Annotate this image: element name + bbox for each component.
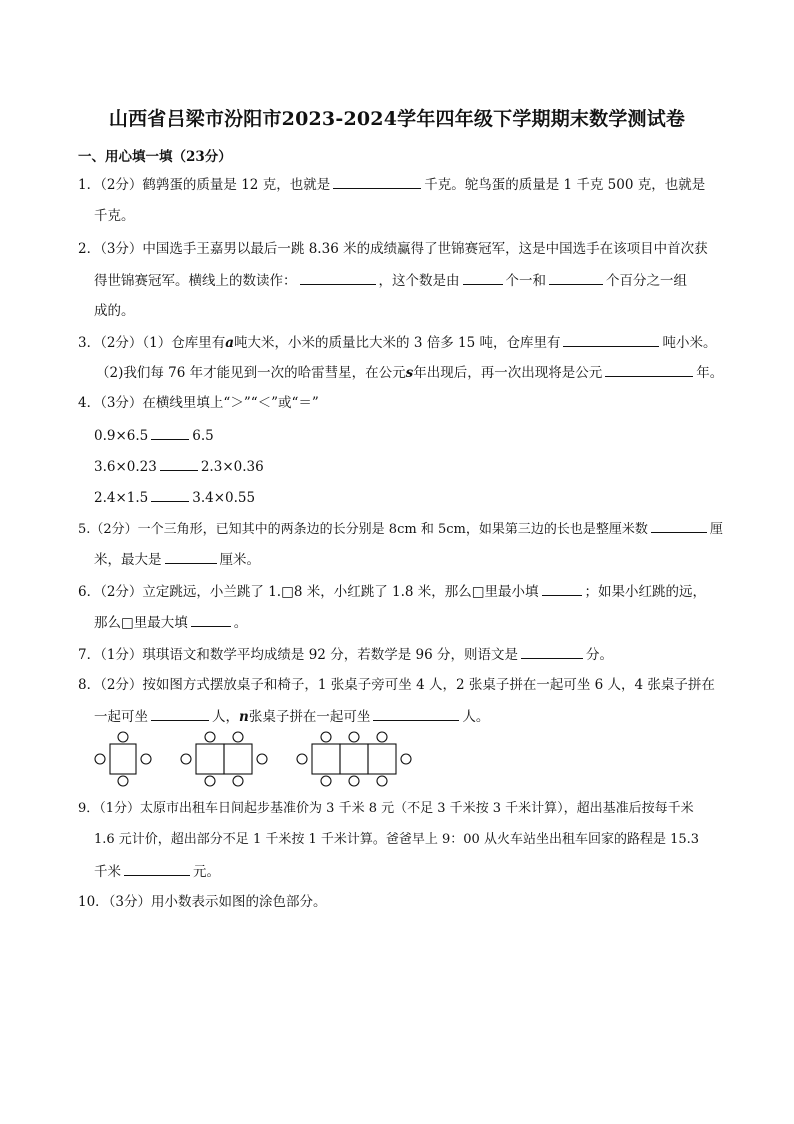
question-5-line-1: 5.（2分）一个三角形，已知其中的两条边的长分别是 8cm 和 5cm，如果第三边的长也是整厘米数 厘 — [78, 522, 723, 537]
question-4-prompt: 4．（3分）在横线里填上“＞”“＜”或“＝” — [78, 395, 319, 411]
chair — [377, 732, 387, 742]
question-8-line-1: 8．（2分）按如图方式摆放桌子和椅子，1 张桌子旁可坐 4 人，2 张桌子拼在一起可坐 6 人，4 张桌子拼在 — [78, 677, 715, 693]
answer-blank[interactable] — [549, 272, 603, 285]
answer-blank[interactable] — [333, 176, 421, 189]
chair — [321, 776, 331, 786]
exam-title: 山西省吕梁市汾阳市2023-2024学年四年级下学期期末数学测试卷 — [108, 108, 686, 130]
chair — [349, 776, 359, 786]
chair — [401, 754, 411, 764]
chair — [181, 754, 191, 764]
chair — [118, 732, 128, 742]
question-1-line-1: 1．（2分）鹤鹑蛋的质量是 12 克，也就是 千克。鸵鸟蛋的质量是 1 千克 500 克，也就是 — [78, 177, 706, 193]
answer-blank[interactable] — [521, 646, 583, 659]
answer-blank[interactable] — [605, 364, 693, 377]
question-2-line-3: 成的。 — [94, 303, 135, 319]
chair — [233, 732, 243, 742]
question-9-line-2: 1.6 元计价，超出部分不足 1 千米按 1 千米计算。爸爸早上 9：00 从火车站坐出租车回家的路程是 15.3 — [94, 832, 700, 847]
table — [340, 744, 368, 774]
answer-blank[interactable] — [151, 489, 189, 502]
chair — [297, 754, 307, 764]
chair — [377, 776, 387, 786]
question-9-line-3: 千米 元。 — [94, 864, 220, 880]
question-9-line-1: 9．（1分）太原市出租车日间起步基准价为 3 千米 8 元（不足 3 千米按 3 千米计算），超出基准后按每千米 — [78, 801, 694, 816]
answer-blank[interactable] — [165, 551, 217, 564]
answer-blank[interactable] — [191, 614, 231, 627]
question-4-row-2: 3.6×0.23 2.3×0.36 — [94, 459, 264, 475]
chair — [233, 776, 243, 786]
chair — [141, 754, 151, 764]
question-3-line-1: 3．（2分）（1）仓库里有a吨大米，小米的质量比大米的 3 倍多 15 吨，仓库里有 吨小米。 — [78, 335, 717, 351]
question-7: 7．（1分）琪琪语文和数学平均成绩是 92 分，若数学是 96 分，则语文是 分。 — [78, 647, 613, 663]
question-2-line-2: 得世锦赛冠军。横线上的数读作： ，这个数是由 个一和 个百分之一组 — [94, 273, 687, 289]
chair — [118, 776, 128, 786]
table — [224, 744, 252, 774]
answer-blank[interactable] — [542, 583, 582, 596]
answer-blank[interactable] — [463, 272, 503, 285]
answer-blank[interactable] — [300, 272, 376, 285]
chair — [257, 754, 267, 764]
table — [368, 744, 396, 774]
answer-blank[interactable] — [160, 458, 198, 471]
answer-blank[interactable] — [151, 427, 189, 440]
question-1-line-2: 千克。 — [94, 208, 135, 224]
table — [196, 744, 224, 774]
question-4-row-3: 2.4×1.5 3.4×0.55 — [94, 490, 256, 506]
answer-blank[interactable] — [563, 334, 659, 347]
chair — [95, 754, 105, 764]
question-8-line-2: 一起可坐 人，n张桌子拼在一起可坐 人。 — [94, 709, 490, 725]
chair — [349, 732, 359, 742]
answer-blank[interactable] — [651, 520, 707, 533]
question-4-row-1: 0.9×6.5 6.5 — [94, 428, 214, 444]
answer-blank[interactable] — [373, 708, 459, 721]
question-6-line-1: 6．（2分）立定跳远，小兰跳了 1.□8 米，小红跳了 1.8 米，那么□里最小填 ；如果小红跳的远， — [78, 584, 707, 600]
question-10: 10．（3分）用小数表示如图的涂色部分。 — [78, 894, 327, 910]
answer-blank[interactable] — [124, 863, 190, 876]
question-6-line-2: 那么□里最大填 。 — [94, 615, 248, 631]
chair — [205, 732, 215, 742]
table — [110, 744, 136, 774]
question-3-line-2: （2)我们每 76 年才能见到一次的哈雷彗星，在公元s年出现后，再一次出现将是公元 年。 — [96, 365, 724, 381]
table — [312, 744, 340, 774]
question-5-line-2: 米，最大是 厘米。 — [94, 552, 260, 568]
section-heading-fill-in: 一、用心填一填（23分） — [78, 149, 232, 165]
answer-blank[interactable] — [151, 708, 209, 721]
question-2-line-1: 2．（3分）中国选手王嘉男以最后一跳 8.36 米的成绩赢得了世锦赛冠军，这是中国选手在该项目中首次获 — [78, 241, 708, 257]
chair — [321, 732, 331, 742]
tables-chairs-figure — [92, 730, 422, 790]
chair — [205, 776, 215, 786]
